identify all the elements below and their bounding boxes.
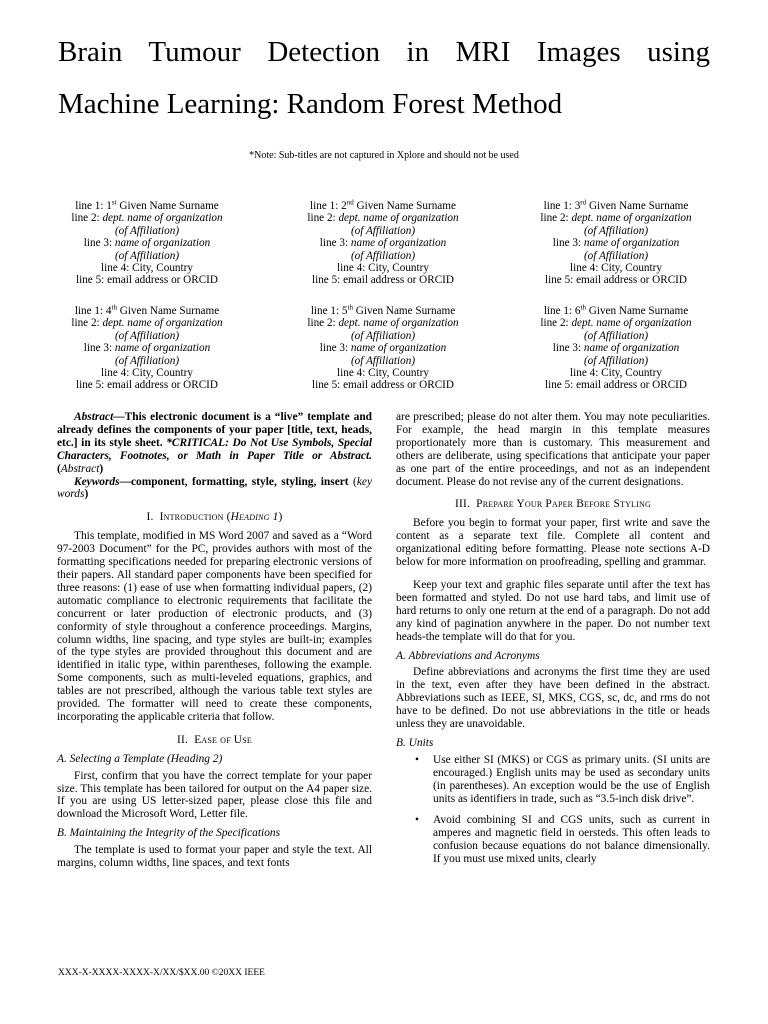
author-line-1: line 1: 6th Given Name Surname — [543, 303, 689, 317]
author-row-2 — [0, 305, 768, 397]
title-line-1: Brain Tumour Detection in MRI Images using — [58, 36, 710, 68]
author-ordinal: 6 — [574, 305, 581, 317]
section-3b-heading: B. Units — [396, 736, 434, 749]
author-line-2: line 2: dept. name of organization — [540, 212, 692, 225]
list-item: • Avoid combining SI and CGS units, such as current in amperes and magnetic field in oersteds. This often leads to confusion because equations do not balance dimensionally. If you must use mixed units, clearly — [433, 814, 710, 866]
author-line-2: line 2: dept. name of organization — [540, 317, 692, 330]
author-line-4: line 4: City, Country — [570, 367, 662, 380]
title-line-2: Machine Learning: Random Forest Method — [58, 88, 563, 120]
keywords-tail-close: ) — [84, 488, 89, 501]
author-line-1: line 1: 3rd Given Name Surname — [543, 198, 689, 212]
keywords-dash: — — [119, 475, 131, 488]
abstract-tail: Abstract — [60, 462, 100, 475]
abstract-tail-open: ( — [57, 462, 61, 475]
author-line-2: line 2: dept. name of organization — [307, 212, 459, 225]
author-line-5: line 5: email address or ORCID — [545, 274, 687, 287]
abstract — [57, 411, 372, 476]
author-line-3b: (of Affiliation) — [583, 249, 649, 262]
author-line-2b: (of Affiliation) — [114, 224, 180, 237]
abstract-dash: — — [113, 411, 125, 423]
keywords-label: Keywords — [74, 475, 120, 488]
paper-title — [58, 26, 710, 130]
left-column — [57, 411, 372, 870]
author-line-2b: (of Affiliation) — [583, 329, 649, 342]
section-1-number: I. — [146, 511, 154, 524]
section-1-heading — [57, 511, 372, 524]
section-3-paragraph-1: Before you begin to format your paper, first write and save the content as a separate text file. Complete all content and organizational editing before formatting. Please note sections A-D below for more information on proofreading, spelling and grammar. — [396, 517, 710, 569]
section-2-heading — [57, 734, 372, 747]
author-ordinal-suffix: th — [580, 303, 586, 312]
subtitle-note: *Note: Sub-titles are not captured in Xplore and should not be used — [249, 150, 519, 161]
author-row-1 — [0, 200, 768, 292]
author-line-1: line 1: 4th Given Name Surname — [74, 303, 220, 317]
author-line-2: line 2: dept. name of organization — [307, 317, 459, 330]
copyright-footer: XXX-X-XXXX-XXXX-X/XX/$XX.00 ©20XX IEEE — [58, 968, 265, 978]
section-2-number: II. — [177, 733, 189, 746]
author-4 — [27, 305, 267, 392]
author-ordinal-suffix: nd — [346, 198, 354, 207]
section-3-heading — [396, 498, 710, 511]
right-column — [396, 411, 710, 875]
section-1-title-close: ) — [278, 511, 283, 524]
section-2a-paragraph: First, confirm that you have the correct template for your paper size. This template has been tailored for output on the A4 paper size. If you are using US letter-sized paper, please close this file and download the Microsoft Word, Letter file. — [57, 769, 372, 821]
author-6 — [496, 305, 736, 392]
section-2b-paragraph: The template is used to format your paper and style the text. All margins, column widths, line spaces, and text fonts — [57, 844, 372, 870]
author-1 — [27, 200, 267, 287]
author-line-1: line 1: 5th Given Name Surname — [310, 303, 456, 317]
section-3-paragraph-2: Keep your text and graphic files separate until after the text has been formatted and styled. Do not use hard tabs, and limit use of hard returns to only one return at the end of a paragraph. Do not add any kind of pagination anywhere in the paper. Do not number text heads-the template will do that for you. — [396, 578, 710, 643]
section-2-title: Ease of Use — [194, 733, 252, 746]
author-line-3b: (of Affiliation) — [350, 249, 416, 262]
section-1-title-italic: Heading 1 — [230, 511, 279, 524]
author-ordinal: 4 — [105, 305, 112, 317]
author-line-3: line 3: name of organization — [552, 342, 680, 355]
author-2 — [263, 200, 503, 287]
author-line-3: line 3: name of organization — [83, 237, 211, 250]
author-line-3b: (of Affiliation) — [114, 354, 180, 367]
abstract-label: Abstract — [74, 411, 114, 423]
abstract-text: This electronic document is a “live” template and already defines the components of your paper [title, text, heads, etc.] in its style sheet. — [57, 411, 372, 449]
abstract-critical: *CRITICAL: Do Not Use Symbols, Special Characters, Footnotes, or Math in Paper Title or Abstract. — [57, 436, 372, 462]
author-line-3b: (of Affiliation) — [350, 354, 416, 367]
author-line-2: line 2: dept. name of organization — [71, 317, 223, 330]
author-line-3b: (of Affiliation) — [114, 249, 180, 262]
author-line-4: line 4: City, Country — [101, 262, 193, 275]
author-line-3b: (of Affiliation) — [583, 354, 649, 367]
author-line-1: line 1: 1st Given Name Surname — [75, 198, 219, 212]
author-line-3: line 3: name of organization — [552, 237, 680, 250]
author-line-2b: (of Affiliation) — [583, 224, 649, 237]
author-line-3: line 3: name of organization — [319, 342, 447, 355]
author-line-2b: (of Affiliation) — [350, 224, 416, 237]
author-ordinal: 5 — [341, 305, 348, 317]
author-ordinal: 3 — [574, 200, 581, 212]
author-3 — [496, 200, 736, 287]
author-line-2b: (of Affiliation) — [114, 329, 180, 342]
units-bullet-list — [396, 754, 710, 866]
keywords — [57, 476, 372, 502]
author-5 — [263, 305, 503, 392]
section-3-title: Prepare Your Paper Before Styling — [476, 498, 651, 511]
section-3a-heading: A. Abbreviations and Acronyms — [396, 649, 540, 662]
keywords-tail: key words — [57, 475, 372, 501]
author-line-5: line 5: email address or ORCID — [545, 379, 687, 392]
abstract-tail-close: ) — [99, 462, 104, 475]
keywords-tail-open: ( — [348, 475, 357, 488]
section-2b-paragraph-continued: are prescribed; please do not alter them. You may note peculiarities. For example, the head margin in this template measures proportionately more than is customary. This measurement and others are deliberate, using specifications that anticipate your paper as one part of the entire proceedings, and not as an independent document. Please do not revise any of the current designations. — [396, 411, 710, 488]
section-2b-heading: B. Maintaining the Integrity of the Specifications — [57, 827, 281, 840]
author-ordinal-suffix: th — [111, 303, 117, 312]
section-2a-heading: A. Selecting a Template (Heading 2) — [57, 752, 223, 765]
section-3a-paragraph: Define abbreviations and acronyms the first time they are used in the text, even after they have been defined in the abstract. Abbreviations such as IEEE, SI, MKS, CGS, sc, dc, and rms do not have to be defined. Do not use abbreviations in the title or heads unless they are unavoidable. — [396, 666, 710, 731]
author-ordinal-suffix: th — [347, 303, 353, 312]
author-line-3: line 3: name of organization — [83, 342, 211, 355]
author-line-4: line 4: City, Country — [337, 262, 429, 275]
section-1-paragraph: This template, modified in MS Word 2007 and saved as a “Word 97-2003 Document” for the PC, provides authors with most of the formatting specifications needed for preparing electronic versions of their papers. All standard paper components have been specified for three reasons: (1) ease of use when formatting individual papers, (2) automatic compliance to electronic requirements that facilitate the concurrent or later production of electronic products, and (3) conformity of style throughout a conference proceedings. Margins, column widths, line spacing, and type styles are built-in; examples of the type styles are provided throughout this document and are identified in italic type, within parentheses, following the example. Some components, such as multi-leveled equations, graphics, and tables are not prescribed, although the various table text styles are provided. The formatter will need to create these components, incorporating the applicable criteria that follow. — [57, 530, 372, 723]
author-line-5: line 5: email address or ORCID — [312, 379, 454, 392]
keywords-text: component, formatting, style, styling, insert — [130, 475, 349, 488]
author-line-2b: (of Affiliation) — [350, 329, 416, 342]
section-1-title: Introduction ( — [159, 511, 231, 524]
author-ordinal: 2 — [341, 200, 347, 212]
author-line-5: line 5: email address or ORCID — [76, 274, 218, 287]
author-line-4: line 4: City, Country — [101, 367, 193, 380]
author-ordinal-suffix: st — [111, 198, 117, 207]
author-line-4: line 4: City, Country — [337, 367, 429, 380]
author-ordinal-suffix: rd — [580, 198, 587, 207]
author-line-5: line 5: email address or ORCID — [76, 379, 218, 392]
author-line-4: line 4: City, Country — [570, 262, 662, 275]
list-item: • Use either SI (MKS) or CGS as primary units. (SI units are encouraged.) English units may be used as secondary units (in parentheses). An exception would be the use of English units as identifiers in trade, such as “3.5-inch disk drive”. — [433, 754, 710, 806]
author-line-1: line 1: 2nd Given Name Surname — [310, 198, 456, 212]
author-line-5: line 5: email address or ORCID — [312, 274, 454, 287]
author-ordinal: 1 — [106, 200, 112, 212]
author-line-2: line 2: dept. name of organization — [71, 212, 223, 225]
section-3-number: III. — [455, 498, 471, 511]
author-line-3: line 3: name of organization — [319, 237, 447, 250]
